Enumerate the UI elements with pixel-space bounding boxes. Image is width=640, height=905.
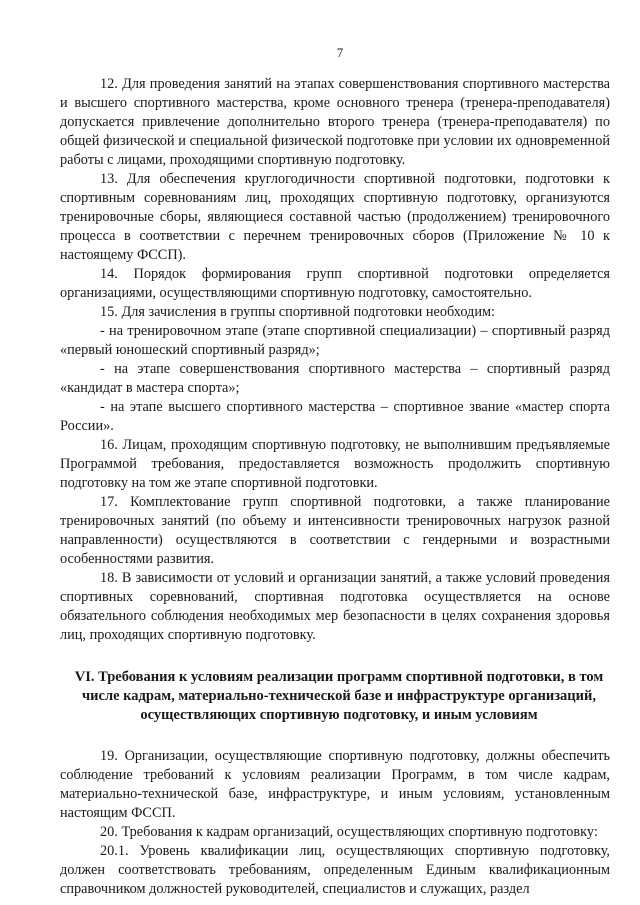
paragraph-13: 13. Для обеспечения круглогодичности спортивной подготовки, подготовки к спортивным соревнованиям лиц, проходящих спортивную подготовку, организуются тренировочные сборы, являющиеся составной частью (продолжением) тренировочного процесса в соответствии с перечнем тренировочных сборов (Приложение № 10 к настоящему ФССП). <box>60 171 610 263</box>
paragraph-18: 18. В зависимости от условий и организации занятий, а также условий проведения спортивных соревнований, спортивная подготовка осуществляется на основе обязательного соблюдения необходимых мер безопасности в целях сохранения здоровья лиц, проходящих спортивную подготовку. <box>60 570 610 643</box>
paragraphs-after <box>60 747 610 899</box>
paragraph-16: 16. Лицам, проходящим спортивную подготовку, не выполнившим предъявляемые Программой требования, предоставляется возможность продолжить спортивную подготовку на том же этапе спортивной подготовки. <box>60 437 610 491</box>
section-heading: VI. Требования к условиям реализации программ спортивной подготовки, в том числе кадрам, материально-технической базе и инфраструктуре организаций, осуществляющих спортивную подготовку, и иным условиям <box>74 669 604 723</box>
paragraph-17: 17. Комплектование групп спортивной подготовки, а также планирование тренировочных занятий (по объему и интенсивности тренировочных нагрузок разной направленности) осуществляются в соответствии с гендерными и возрастными особенностями развития. <box>60 494 610 567</box>
list-item-highest-stage: - на этапе высшего спортивного мастерства – спортивное звание «мастер спорта России». <box>60 399 610 434</box>
list-item-training-stage: - на тренировочном этапе (этапе спортивной специализации) – спортивный разряд «первый юношеский спортивный разряд»; <box>60 323 610 358</box>
paragraph-14: 14. Порядок формирования групп спортивной подготовки определяется организациями, осуществляющими спортивную подготовку, самостоятельно. <box>60 266 610 301</box>
paragraphs-before <box>60 75 610 645</box>
paragraph-20: 20. Требования к кадрам организаций, осуществляющих спортивную подготовку: <box>100 824 598 840</box>
paragraph-19: 19. Организации, осуществляющие спортивную подготовку, должны обеспечить соблюдение требований к условиям реализации Программ, в том числе кадрам, материально-технической базе, инфраструктуре, и иным условиям, установленным настоящим ФССП. <box>60 748 610 821</box>
paragraph-15: 15. Для зачисления в группы спортивной подготовки необходим: <box>100 304 495 320</box>
paragraph-20-1: 20.1. Уровень квалификации лиц, осуществляющих спортивную подготовку, должен соответствовать требованиям, определенным Единым квалификационным справочником должностей руководителей, специалистов и служащих, раздел <box>60 843 610 897</box>
list-item-improvement-stage: - на этапе совершенствования спортивного мастерства – спортивный разряд «кандидат в мастера спорта»; <box>60 361 610 396</box>
paragraph-12: 12. Для проведения занятий на этапах совершенствования спортивного мастерства и высшего спортивного мастерства, кроме основного тренера (тренера-преподавателя) допускается привлечение дополнительно второго тренера (тренера-преподавателя) по общей физической и специальной физической подготовке при условии их одновременной работы с лицами, проходящими спортивную подготовку. <box>60 76 610 168</box>
page-number: 7 <box>336 45 344 60</box>
